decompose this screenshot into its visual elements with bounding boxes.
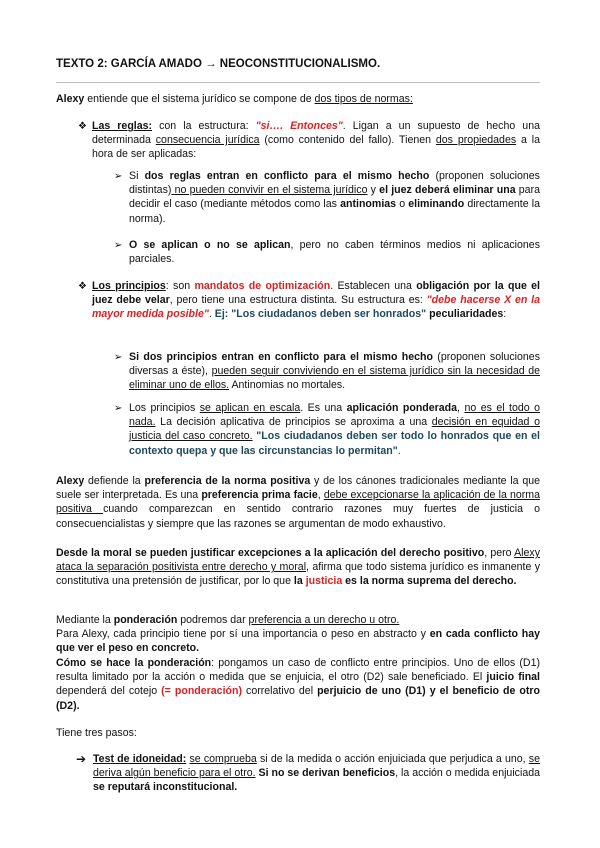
principios-paragraph [92,279,540,322]
text: preferencia prima facie [201,489,318,502]
text: Para Alexy, cada principio tiene por sí una importancia o peso en abstracto y [56,628,430,640]
text: ponderación [113,614,178,626]
text: Alexy ataca la separación positivista entre derecho y moral [56,547,540,574]
intro-text: entiende que el sistema jurídico se compone de [84,93,315,105]
text: "debe hacerse X en la mayor medida posible" [92,294,540,321]
text: La decisión aplicativa de principios se aproxima a una [155,416,432,429]
text: y [367,184,380,197]
text: en cada conflicto hay que ver el peso en concreto. [56,628,541,655]
text: , [317,489,324,502]
text: Ej: "Los ciudadanos deben ser honrados" [214,308,427,321]
text: Si dos principios entran en conflicto para el mismo hecho [129,351,433,363]
text: : [503,308,507,321]
reglas-propiedades: dos propiedades [435,134,517,147]
intro-paragraph [56,92,540,106]
paragraph-preferencia [56,474,540,531]
text: dependerá del cotejo [56,685,162,698]
diamond-bullet-icon: ❖ [78,121,87,132]
text: Cómo se hace la ponderación [56,657,212,669]
reglas-paragraph [92,119,540,162]
text: : pongamos un caso de conflicto entre principios. Uno de ellos (D1) resulta limitado por la acción o medida que se enjuicia, el otro (D2) sale beneficiado. El [56,657,540,684]
text: no pueden convivir en el sistema jurídico [171,184,368,197]
text: Si [129,170,145,182]
principios-subpoint-1 [129,350,540,393]
text: debe excepcionarse la aplicación de la norma positiva [56,489,541,516]
text: Test de idoneidad: [93,753,187,765]
text: podremos dar [177,614,249,626]
text: : son [165,280,195,292]
text: la [293,575,306,588]
text: se reputará inconstitucional. [93,781,238,794]
text: defiende la [84,475,145,487]
text: "Los ciudadanos deben ser todo lo honrados que en el contexto quepa y que las circunstancias lo permitan" [129,430,540,457]
text: peculiaridades [426,308,504,321]
text: perjuicio de uno (D1) y el beneficio de otro (D2). [56,685,540,712]
paragraph-ponderacion [56,613,540,627]
text: , pero tiene una estructura distinta. Su estructura es: [169,294,427,307]
page-title: TEXTO 2: GARCÍA AMADO → NEOCONSTITUCIONALISMO. [56,58,381,70]
text: cuando comparezcan en sentido contrario razones muy fuertes de justicia o consecuencialistas y siempre que las razones se argumentan de modo exhaustivo. [56,503,540,530]
text: juicio final [486,671,541,684]
text: el juez deberá eliminar una [379,184,516,197]
paragraph-como [56,656,540,713]
text: y de los cánones tradicionales mediante la que suele ser interpretada. Es una [56,475,540,502]
text: aplicación ponderada [346,402,458,414]
text: (proponen soluciones diversas a éste), [129,351,540,378]
text: (= ponderación) [161,685,242,698]
text: obligación por la que el juez debe velar [92,280,540,307]
arrow-right-icon: ➔ [76,752,87,766]
text: Antinomias no mortales. [229,379,346,392]
arrow-bullet-icon: ➢ [114,403,123,414]
intro-underlined: dos tipos de normas: [314,93,413,105]
intro-alexy: Alexy [56,93,85,105]
reglas-label: Las reglas: [92,120,153,132]
text: Alexy [56,475,85,487]
diamond-bullet-icon: ❖ [78,281,87,292]
reglas-text: a la hora de ser aplicadas: [92,134,540,161]
text: se comprueba [189,753,257,765]
reglas-structure: "si…. Entonces" [255,120,343,132]
text: no es el todo o nada. [129,402,540,429]
text: antinomias [340,198,397,211]
reglas-text: (como contenido del fallo). Tienen [259,134,436,147]
text: . Establecen una [330,280,417,292]
text: Mediante la [56,614,114,626]
text: . [397,444,401,457]
text: , la acción o medida enjuiciada [395,767,541,780]
principios-label: Los principios [92,280,166,292]
arrow-bullet-icon: ➢ [114,240,123,251]
text: justicia [305,575,343,588]
text: eliminando [408,198,465,211]
text: . Es una [300,402,347,414]
text: . [208,308,215,321]
reglas-subpoint-2 [129,238,540,266]
text: directamente la norma). [129,198,541,225]
paso-idoneidad [93,752,540,795]
text: es la norma suprema del derecho. [342,575,517,588]
text: , pero no caben términos medios ni aplicaciones parciales. [129,239,540,266]
paragraph-moral [56,546,540,589]
reglas-text: con la estructura: [152,120,256,132]
text: correlativo del [242,685,318,698]
text: decisión en equidad o justicia del caso concreto. [129,416,541,443]
reglas-text: . Ligan a un supuesto de hecho una determinada [92,120,540,147]
text: pueden seguir conviviendo en el sistema jurídico sin la necesidad de eliminar uno de ellos. [129,365,540,392]
paragraph-peso [56,627,540,655]
text: o [396,198,409,211]
text: se aplican en escala [199,402,301,414]
text: se deriva algún beneficio para el otro. [93,753,540,780]
text: para decidir el caso (mediante métodos como las [129,184,540,211]
text: , pero [484,547,515,559]
text: Si no se derivan beneficios [258,767,396,780]
reglas-subpoint-1 [129,169,540,226]
text: preferencia a un derecho u otro. [248,614,400,626]
paragraph-pasos: Tiene tres pasos: [56,727,137,739]
text: O se aplican o no se aplican [129,239,291,251]
text: dos reglas entran en conflicto para el mismo hecho [144,170,430,182]
text: Los principios [129,402,200,414]
text: Desde la moral se pueden justificar excepciones a la aplicación del derecho positivo [56,547,485,559]
text: (proponen soluciones distintas) [129,170,540,197]
text: , [457,402,465,414]
arrow-bullet-icon: ➢ [114,352,123,363]
text: si de la medida o acción enjuiciada que perjudica a uno, [256,753,529,765]
text: preferencia de la norma positiva [144,475,311,487]
text: mandatos de optimización [194,280,331,292]
title-divider [56,82,540,83]
principios-subpoint-2 [129,401,540,458]
text: , afirma que todo sistema jurídico es inmanente y constitutiva una pretensión de justificar, por lo que [56,561,540,588]
arrow-bullet-icon: ➢ [114,171,123,182]
reglas-consecuencia: consecuencia jurídica [155,134,260,147]
